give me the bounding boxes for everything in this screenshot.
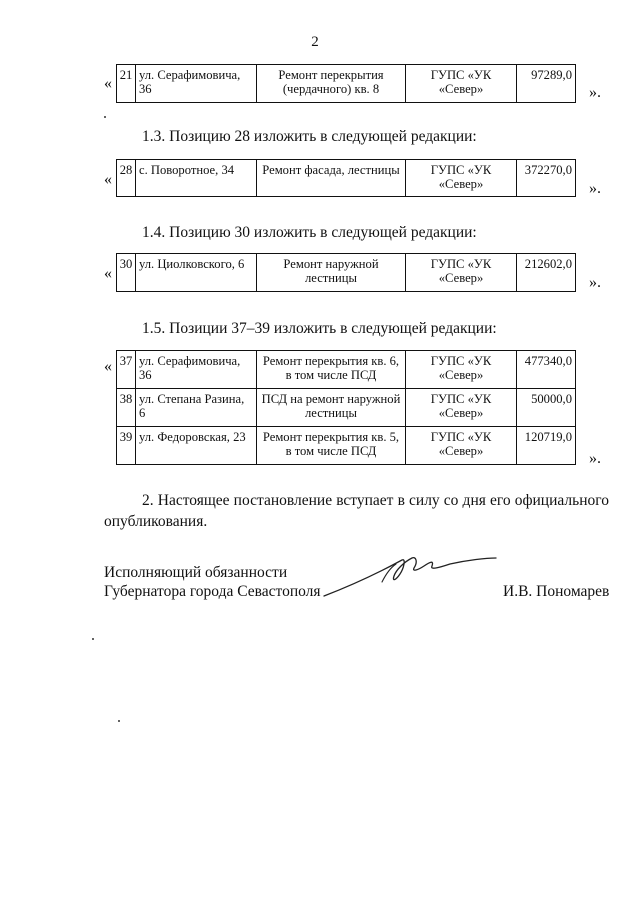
quote-close: ». (589, 180, 601, 197)
row-work: Ремонт фасада, лестницы (257, 160, 406, 197)
row-organization: ГУПС «УК «Север» (406, 254, 517, 292)
quote-close: ». (589, 274, 601, 291)
signatory-title (104, 563, 321, 601)
row-number: 37 (117, 351, 136, 389)
row-address: ул. Серафимовича, 36 (136, 65, 257, 103)
quote-open: « (104, 265, 112, 282)
table-row (117, 427, 576, 465)
row-work: Ремонт перекрытия кв. 6, в том числе ПСД (257, 351, 406, 389)
row-sum: 50000,0 (517, 389, 576, 427)
quote-close: ». (589, 450, 601, 467)
quote-open: « (104, 171, 112, 188)
table-row (117, 389, 576, 427)
quote-open: « (104, 75, 112, 92)
scan-speck (104, 116, 106, 118)
table-row (117, 160, 576, 197)
signatory-title-line2: Губернатора города Севастополя (104, 583, 321, 600)
row-sum: 212602,0 (517, 254, 576, 292)
row-address: ул. Федоровская, 23 (136, 427, 257, 465)
row-work: Ремонт перекрытия (чердачного) кв. 8 (257, 65, 406, 103)
signatory-title-line1: Исполняющий обязанности (104, 564, 288, 581)
row-sum: 372270,0 (517, 160, 576, 197)
row-organization: ГУПС «УК «Север» (406, 160, 517, 197)
positions-table (116, 253, 576, 292)
final-paragraph: 2. Настоящее постановление вступает в силу со дня его официального опубликования. (104, 492, 609, 530)
row-sum: 477340,0 (517, 351, 576, 389)
row-organization: ГУПС «УК «Север» (406, 351, 517, 389)
row-address: с. Поворотное, 34 (136, 160, 257, 197)
row-work: ПСД на ремонт наружной лестницы (257, 389, 406, 427)
scan-speck (118, 720, 120, 722)
row-sum: 120719,0 (517, 427, 576, 465)
row-organization: ГУПС «УК «Север» (406, 389, 517, 427)
row-number: 38 (117, 389, 136, 427)
row-organization: ГУПС «УК «Север» (406, 65, 517, 103)
row-address: ул. Серафимовича, 36 (136, 351, 257, 389)
quote-close: ». (589, 84, 601, 101)
section-heading-1-4: 1.4. Позицию 30 изложить в следующей редакции: (142, 224, 477, 241)
handwritten-signature (320, 552, 500, 605)
table-row (117, 65, 576, 103)
row-number: 30 (117, 254, 136, 292)
section-heading-1-3: 1.3. Позицию 28 изложить в следующей редакции: (142, 128, 477, 145)
positions-table (116, 350, 576, 465)
positions-table (116, 64, 576, 103)
row-address: ул. Циолковского, 6 (136, 254, 257, 292)
row-number: 28 (117, 160, 136, 197)
row-work: Ремонт перекрытия кв. 5, в том числе ПСД (257, 427, 406, 465)
signature-scribble (320, 552, 500, 600)
signatory-name: И.В. Пономарев (503, 583, 610, 600)
page-number: 2 (311, 34, 319, 50)
row-number: 21 (117, 65, 136, 103)
quote-open: « (104, 358, 112, 375)
table-row (117, 351, 576, 389)
row-sum: 97289,0 (517, 65, 576, 103)
scan-speck (92, 638, 94, 640)
row-work: Ремонт наружной лестницы (257, 254, 406, 292)
table-row (117, 254, 576, 292)
row-address: ул. Степана Разина, 6 (136, 389, 257, 427)
row-organization: ГУПС «УК «Север» (406, 427, 517, 465)
section-heading-1-5: 1.5. Позиции 37–39 изложить в следующей редакции: (142, 320, 497, 337)
row-number: 39 (117, 427, 136, 465)
positions-table (116, 159, 576, 197)
